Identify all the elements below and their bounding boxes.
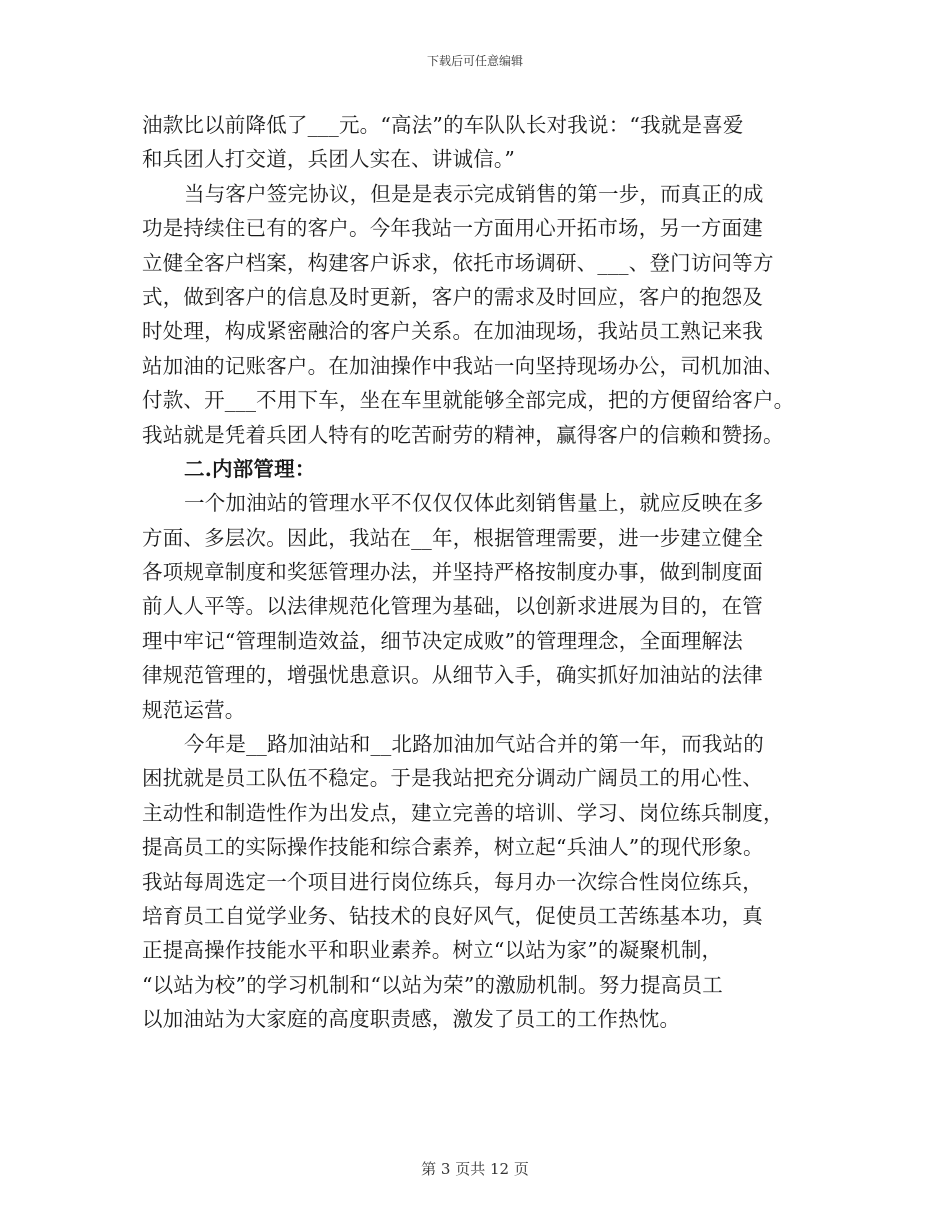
text-line: 各项规章制度和奖惩管理办法，并坚持严格按制度办事，做到制度面 [142,560,763,585]
text-line: 式，做到客户的信息及时更新，客户的需求及时回应，客户的抱怨及 [142,284,763,309]
text-line: 我站每周选定一个项目进行岗位练兵，每月办一次综合性岗位练兵， [142,869,763,894]
text-line: 方面、多层次。因此，我站在__年，根据管理需要，进一步建立健全 [142,525,764,550]
text-line: “以站为校”的学习机制和“以站为荣”的激励机制。努力提高员工 [142,972,723,997]
text-line: 主动性和制造性作为出发点，建立完善的培训、学习、岗位练兵制度， [142,800,784,825]
text-line: 理中牢记“管理制造效益，细节决定成败”的管理理念，全面理解法 [142,628,743,653]
text-line: 提高员工的实际操作技能和综合素养，树立起“兵油人”的现代形象。 [142,835,764,860]
page-header: 下载后可任意编辑 [426,54,523,68]
paragraph-start: 今年是__路加油站和__北路加油加气站合并的第一年，而我站的 [184,732,764,757]
paragraph-start: 当与客户签完协议，但是是表示完成销售的第一步，而真正的成 [184,181,764,206]
page-footer: 第 3 页共 12 页 [421,1160,529,1178]
text-line: 立健全客户档案，构建客户诉求，依托市场调研、___、登门访问等方 [142,250,774,275]
text-line: 正提高操作技能水平和职业素养。树立“以站为家”的凝聚机制， [142,938,723,963]
paragraph-start: 一个加油站的管理水平不仅仅仅体此刻销售量上，就应反映在多 [184,491,764,516]
section-heading: 二.内部管理： [184,456,316,481]
text-line: 付款、开___不用下车，坐在车里就能够全部完成，把的方便留给客户。 [142,388,795,413]
text-line: 培育员工自觉学业务、钻技术的良好风气，促使员工苦练基本功，真 [142,903,763,928]
text-line: 规范运营。 [142,697,246,722]
text-line: 前人人平等。以法律规范化管理为基础，以创新求进展为目的，在管 [142,594,763,619]
text-line: 以加油站为大家庭的高度职责感，激发了员工的工作热忱。 [142,1007,681,1032]
text-line: 功是持续住已有的客户。今年我站一方面用心开拓市场，另一方面建 [142,216,763,241]
text-line: 油款比以前降低了___元。“高法”的车队队长对我说：“我就是喜爱 [142,113,744,137]
text-line: 困扰就是员工队伍不稳定。于是我站把充分调动广阔员工的用心性、 [142,766,763,791]
text-line: 时处理，构成紧密融洽的客户关系。在加油现场，我站员工熟记来我 [142,319,763,344]
text-line: 律规范管理的，增强忧患意识。从细节入手，确实抓好加油站的法律 [142,663,763,688]
text-line: 和兵团人打交道，兵团人实在、讲诚信。” [142,147,516,172]
text-line: 我站就是凭着兵团人特有的吃苦耐劳的精神，赢得客户的信赖和赞扬。 [142,422,784,447]
document-body [142,108,822,1037]
text-line: 站加油的记账客户。在加油操作中我站一向坚持现场办公，司机加油、 [142,353,784,378]
